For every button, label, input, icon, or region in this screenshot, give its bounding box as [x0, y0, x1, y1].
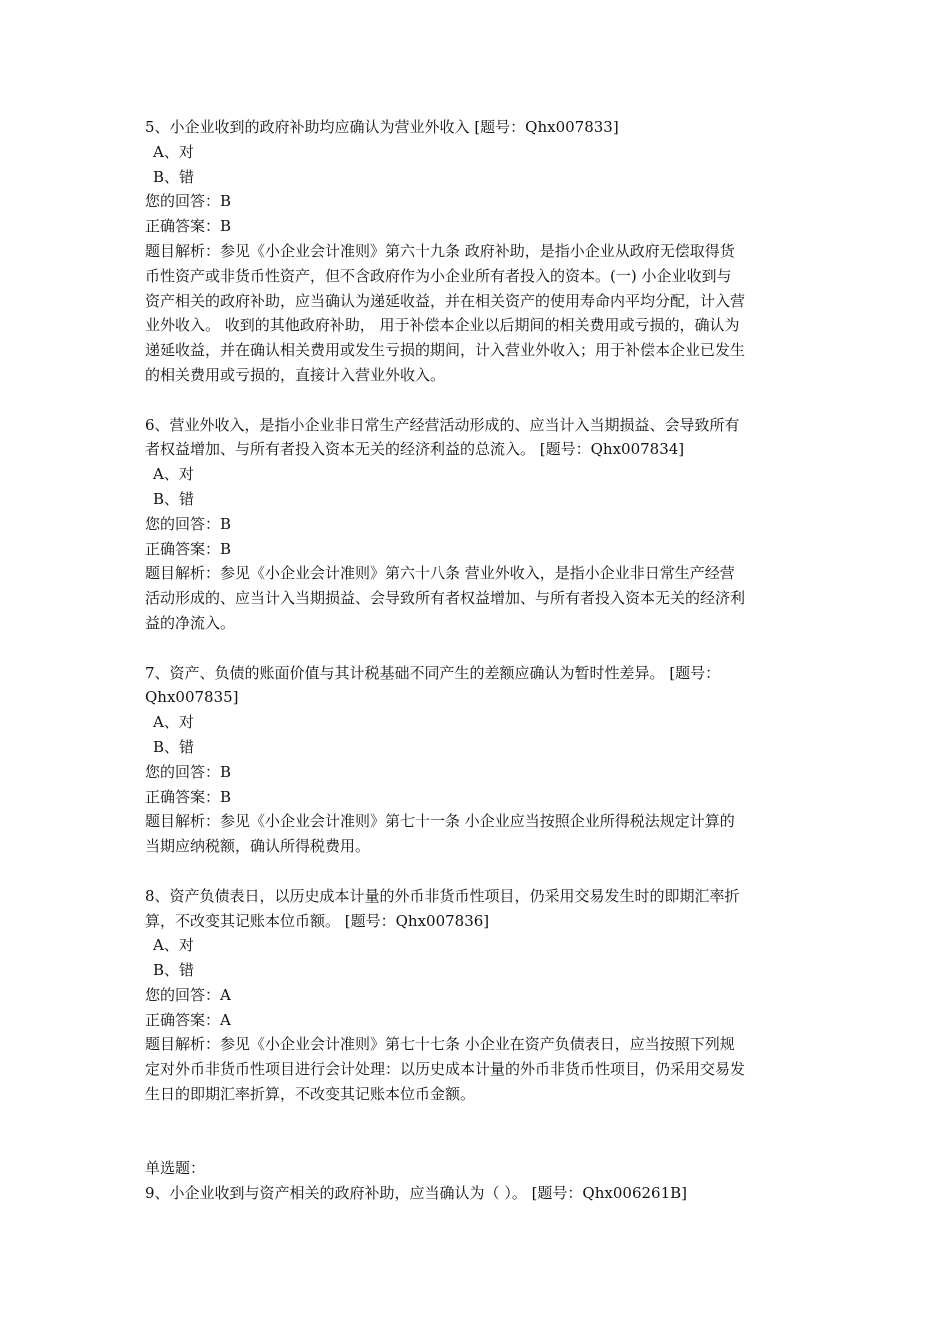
- analysis-line: 资产相关的政府补助，应当确认为递延收益，并在相关资产的使用寿命内平均分配，计入营: [145, 291, 746, 310]
- option-b: B、错: [153, 167, 195, 186]
- document-page: [145, 115, 815, 1206]
- analysis-line: 题目解析：参见《小企业会计准则》第七十一条 小企业应当按照企业所得税法规定计算的: [145, 812, 735, 831]
- question-block: [145, 413, 815, 636]
- option-b: B、错: [153, 489, 195, 508]
- spacer: [145, 636, 815, 661]
- question-stem: 7、资产、负债的账面价值与其计税基础不同产生的差额应确认为暂时性差异。 [题号：: [145, 663, 721, 682]
- option-b: B、错: [153, 737, 195, 756]
- option-b: B、错: [153, 961, 195, 980]
- correct-answer: 正确答案：B: [145, 787, 232, 806]
- analysis-line: 当期应纳税额，确认所得税费用。: [145, 837, 371, 856]
- question-stem: 5、小企业收到的政府补助均应确认为营业外收入 [题号：Qhx007833]: [145, 118, 619, 136]
- option-a: A、对: [153, 936, 194, 955]
- question-stem: Qhx007835]: [145, 688, 239, 707]
- question-stem: 算，不改变其记账本位币额。 [题号：Qhx007836]: [145, 911, 490, 930]
- section-heading: 单选题：: [145, 1159, 206, 1178]
- analysis-line: 递延收益，并在确认相关费用或发生亏损的期间，计入营业外收入；用于补偿本企业已发生: [145, 341, 746, 360]
- analysis-line: 题目解析：参见《小企业会计准则》第七十七条 小企业在资产负债表日，应当按照下列规: [145, 1035, 735, 1054]
- analysis-line: 的相关费用或亏损的，直接计入营业外收入。: [145, 365, 446, 384]
- analysis-line: 定对外币非货币性项目进行会计处理：以历史成本计量的外币非货币性项目，仍采用交易发: [145, 1060, 746, 1079]
- question-stem: 6、营业外收入，是指小企业非日常生产经营活动形成的、应当计入当期损益、会导致所有: [145, 415, 740, 434]
- your-answer: 您的回答：B: [145, 762, 232, 781]
- question-stem: 8、资产负债表日，以历史成本计量的外币非货币性项目，仍采用交易发生时的即期汇率折: [145, 886, 740, 905]
- question-stem: 者权益增加、与所有者投入资本无关的经济利益的总流入。 [题号：Qhx007834]: [145, 440, 685, 459]
- analysis-line: 题目解析：参见《小企业会计准则》第六十八条 营业外收入，是指小企业非日常生产经营: [145, 564, 735, 583]
- question-stem: 9、小企业收到与资产相关的政府补助，应当确认为（ ）。 [题号：Qhx006261B]: [145, 1184, 687, 1203]
- analysis-line: 生日的即期汇率折算，不改变其记账本位币金额。: [145, 1085, 476, 1104]
- correct-answer: 正确答案：B: [145, 217, 232, 236]
- question-block: [145, 115, 815, 388]
- your-answer: 您的回答：B: [145, 192, 232, 211]
- your-answer: 您的回答：B: [145, 514, 232, 533]
- correct-answer: 正确答案：A: [145, 1010, 231, 1029]
- analysis-line: 业外收入。 收到的其他政府补助， 用于补偿本企业以后期间的相关费用或亏损的，确认为: [145, 316, 740, 335]
- correct-answer: 正确答案：B: [145, 539, 232, 558]
- question-block: [145, 661, 815, 859]
- question-block: [145, 884, 815, 1107]
- spacer: [145, 1107, 815, 1157]
- analysis-line: 益的净流入。: [145, 613, 236, 632]
- spacer: [145, 859, 815, 884]
- analysis-line: 币性资产或非货币性资产，但不含政府作为小企业所有者投入的资本。(一) 小企业收到与: [145, 266, 732, 285]
- analysis-line: 题目解析：参见《小企业会计准则》第六十九条 政府补助，是指小企业从政府无偿取得货: [145, 241, 735, 260]
- analysis-line: 活动形成的、应当计入当期损益、会导致所有者权益增加、与所有者投入资本无关的经济利: [145, 589, 746, 608]
- option-a: A、对: [153, 142, 194, 161]
- spacer: [145, 388, 815, 413]
- your-answer: 您的回答：A: [145, 985, 231, 1004]
- option-a: A、对: [153, 713, 194, 732]
- option-a: A、对: [153, 465, 194, 484]
